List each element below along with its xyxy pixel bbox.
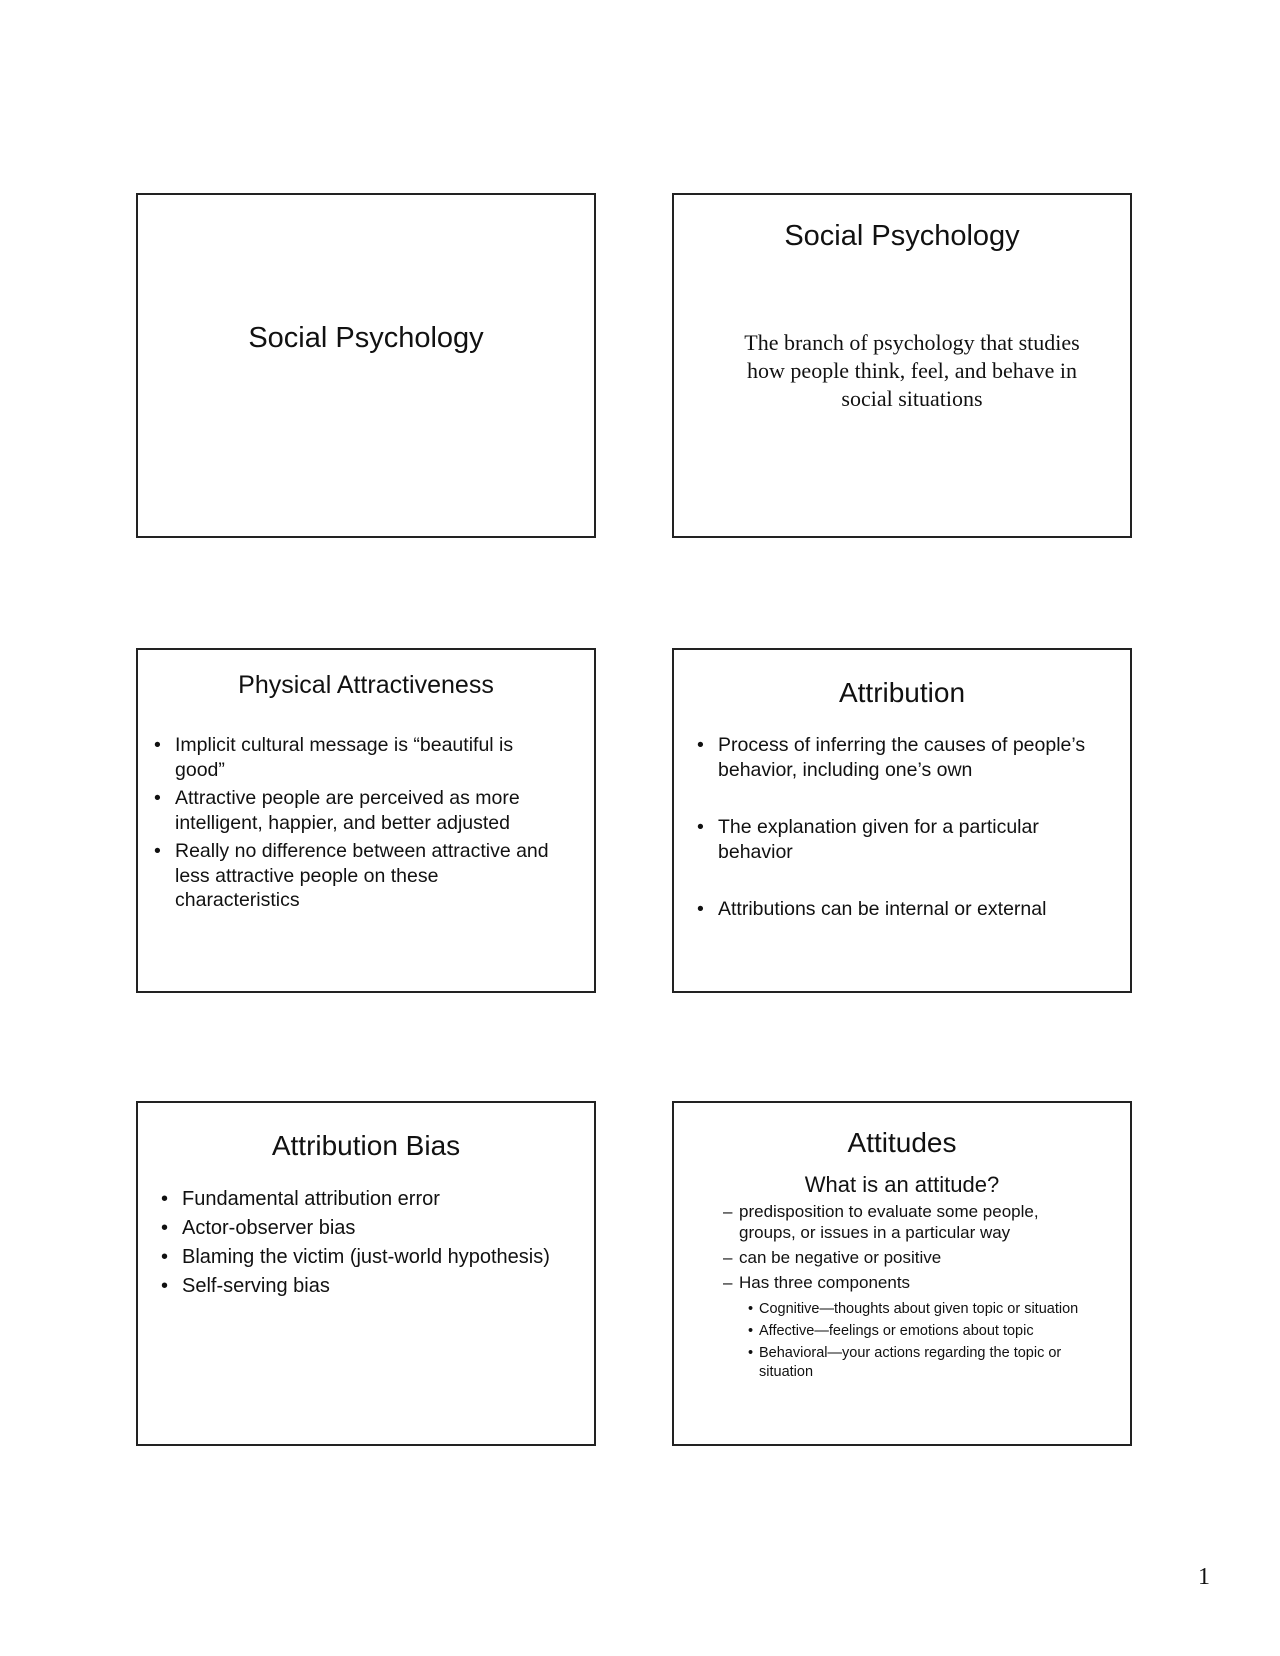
bullet-list <box>718 733 1118 922</box>
sub-bullet-item <box>748 1300 1109 1319</box>
bullet-item <box>182 1185 582 1214</box>
bullet-text: Process of inferring the causes of people’s behavior, including one’s own <box>718 734 1086 781</box>
page-number: 1 <box>1198 1564 1210 1590</box>
slide-title: Physical Attractiveness <box>238 671 494 699</box>
dash-item <box>723 1272 1069 1293</box>
bullet-text: Really no difference between attractive and less attractive people on these characteristics <box>175 840 549 911</box>
dash-marker: – <box>723 1248 733 1267</box>
sub-bullet-text: Behavioral—your actions regarding the topic or situation <box>759 1345 1062 1380</box>
bullet-item <box>182 1243 582 1272</box>
bullet-item <box>175 786 565 835</box>
dash-item <box>723 1247 1069 1268</box>
slide-title: Social Psychology <box>784 220 1020 252</box>
dash-list <box>723 1201 1069 1293</box>
bullet-item <box>182 1214 582 1243</box>
bullet-marker: • <box>748 1323 754 1339</box>
slide-2 <box>672 193 1132 538</box>
bullet-marker: • <box>748 1345 754 1361</box>
bullet-item <box>718 897 1118 922</box>
bullet-item <box>718 733 1118 782</box>
dash-text: predisposition to evaluate some people, groups, or issues in a particular way <box>739 1202 1039 1242</box>
bullet-text: Implicit cultural message is “beautiful is good” <box>175 734 514 781</box>
bullet-item <box>175 839 565 913</box>
sub-bullet-text: Affective—feelings or emotions about topic <box>759 1323 1034 1339</box>
bullet-text: Attributions can be internal or external <box>718 898 1047 920</box>
bullet-text: Attractive people are perceived as more intelligent, happier, and better adjusted <box>175 787 520 834</box>
sub-bullet-item <box>748 1344 1109 1382</box>
bullet-item <box>182 1272 582 1301</box>
bullet-item <box>175 733 565 782</box>
bullet-marker: • <box>748 1301 754 1317</box>
sub-bullet-text: Cognitive—thoughts about given topic or situation <box>759 1301 1079 1317</box>
bullet-item <box>718 815 1118 864</box>
slide-title: Social Psychology <box>248 322 484 354</box>
bullet-text: The explanation given for a particular behavior <box>718 816 1039 863</box>
slide-1 <box>136 193 596 538</box>
slide-title: Attribution Bias <box>271 1130 461 1161</box>
slide-5 <box>136 1101 596 1446</box>
bullet-text: Blaming the victim (just-world hypothesis) <box>182 1246 550 1268</box>
slide-4 <box>672 648 1132 993</box>
dash-text: can be negative or positive <box>739 1248 942 1267</box>
bullet-text: Self-serving bias <box>182 1275 330 1297</box>
dash-marker: – <box>723 1202 733 1221</box>
slide-title: Attribution <box>838 677 966 708</box>
slide-definition: The branch of psychology that studies how people think, feel, and behave in social situations <box>744 330 1080 411</box>
slide-title: Attitudes <box>847 1127 957 1158</box>
dash-marker: – <box>723 1273 733 1292</box>
bullet-list <box>175 733 565 913</box>
dash-text: Has three components <box>739 1273 911 1292</box>
bullet-text: Fundamental attribution error <box>182 1188 440 1210</box>
bullet-text: Actor-observer bias <box>182 1217 356 1239</box>
slide-subtitle: What is an attitude? <box>804 1172 1000 1197</box>
dash-item <box>723 1201 1069 1243</box>
sub-bullet-item <box>748 1322 1109 1341</box>
sub-bullet-list <box>748 1300 1109 1382</box>
slide-6 <box>672 1101 1132 1446</box>
slide-3 <box>136 648 596 993</box>
bullet-list <box>182 1185 582 1301</box>
